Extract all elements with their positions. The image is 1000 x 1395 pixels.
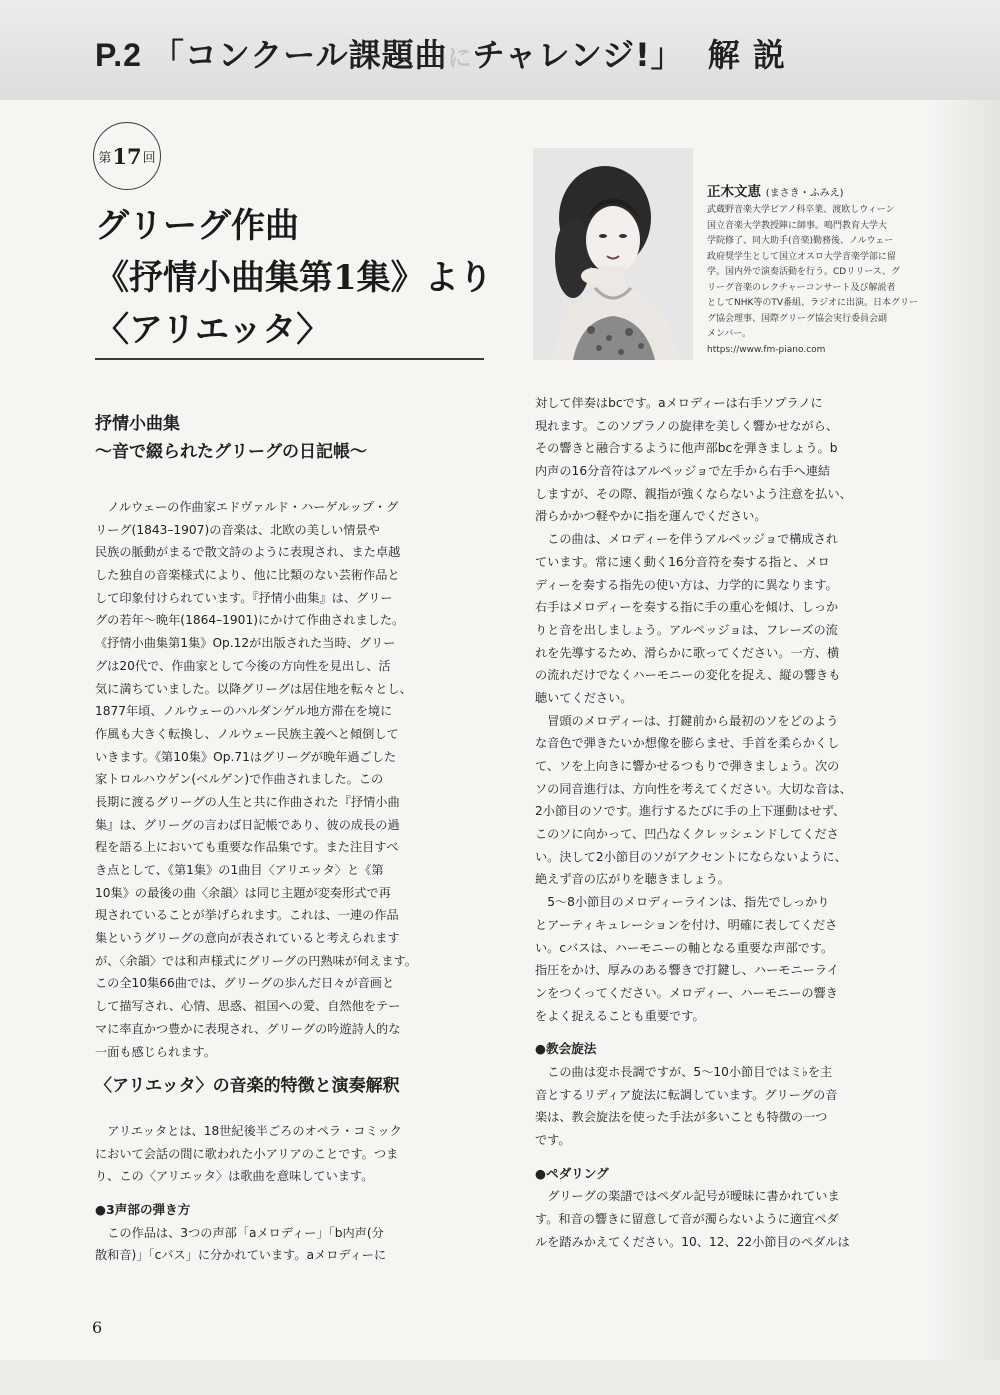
body-line: マに率直かつ豊かに表現され、グリーグの吟遊詩人的な bbox=[95, 1021, 401, 1036]
body-line: 右手はメロディーを奏する指に手の重心を傾け、しっか bbox=[535, 600, 839, 615]
article-title-line1: グリーグ作曲 bbox=[95, 206, 299, 246]
body-line: り、この〈アリエッタ〉は歌曲を意味しています。 bbox=[95, 1169, 374, 1184]
author-portrait-illustration bbox=[533, 148, 693, 360]
body-line: す。和音の響きに留意して音が濁らないように適宜ペダ bbox=[535, 1212, 839, 1227]
body-line: において会話の間に歌われた小アリアのことです。つま bbox=[95, 1146, 399, 1161]
body-line: の流れだけでなくハーモニーの変化を捉え、縦の響きも bbox=[535, 668, 841, 683]
section1-heading-line1: 抒情小曲集 bbox=[95, 414, 180, 434]
body-line: 民族の脈動がまるで散文詩のように表現され、また卓越 bbox=[95, 545, 401, 560]
body-line: ディーを奏する指先の使い方は、力学的に異なります。 bbox=[535, 577, 838, 592]
body-line: ソの同音進行は、方向性を考えてください。大切な音は、 bbox=[535, 781, 852, 796]
paragraph-gap bbox=[535, 1027, 930, 1038]
body-line: いきます。《第10集》Op.71はグリーグが晩年過ごした bbox=[95, 749, 397, 764]
header-title-part-a: 「コンクール課題曲 bbox=[151, 36, 448, 74]
body-line: した独自の音楽様式により、他に比類のない芸術作品と bbox=[95, 568, 400, 583]
author-photo bbox=[533, 148, 693, 360]
author-bio bbox=[707, 203, 939, 358]
body-line: その響きと融合するように他声部bcを弾きましょう。b bbox=[535, 441, 838, 456]
body-line: この曲は、メロディーを伴うアルペッジョで構成され bbox=[547, 532, 838, 547]
body-line: をよく捉えることも重要です。 bbox=[535, 1008, 705, 1023]
body-line: して印象付けられています。『抒情小曲集』は、グリー bbox=[95, 590, 393, 605]
author-bio-line: としてNHK等のTV番組、ラジオに出演。日本グリー bbox=[707, 298, 919, 308]
author-bio-line: 武蔵野音楽大学ピアノ科卒業、渡欧しウィーン bbox=[707, 205, 895, 215]
section2-body bbox=[95, 1120, 487, 1267]
body-line: 現れます。このソプラノの旋律を美しく響かせながら、 bbox=[535, 418, 839, 433]
body-line: 集というグリーグの意向が表されていると考えられます bbox=[95, 931, 400, 946]
author-name-reading: (まさき・ふみえ) bbox=[765, 188, 844, 199]
body-line: 《抒情小曲集第1集》Op.12が出版された当時、グリー bbox=[95, 636, 396, 651]
author-bio-line: メンバー。 bbox=[707, 329, 752, 339]
body-line: りと音を出しましょう。アルペッジョは、フレーズの流 bbox=[535, 622, 838, 637]
body-line: が、〈余韻〉では和声様式にグリーグの円熟味が伺えます。 bbox=[95, 953, 417, 968]
section2-heading: 〈アリエッタ〉の音楽的特徴と演奏解釈 bbox=[95, 1076, 400, 1096]
body-line: とアーティキュレーションを付け、明確に表してくださ bbox=[535, 917, 838, 932]
body-line: 冒頭のメロディーは、打鍵前から最初のソをどのよう bbox=[547, 713, 839, 728]
body-line: 作風も大きく転換し、ノルウェー民族主義へと傾倒して bbox=[95, 726, 399, 741]
author-bio-line: 学院修了、同大助手(音楽)勤務後、ノルウェー bbox=[707, 236, 894, 246]
body-line: 集』は、グリーグの言わば日記帳であり、彼の成長の過 bbox=[95, 817, 400, 832]
issue-badge-suffix: 回 bbox=[142, 150, 156, 166]
subheading-church-modes: ●教会旋法 bbox=[535, 1041, 597, 1057]
body-line: 現されていることが挙げられます。これは、一連の作品 bbox=[95, 908, 399, 923]
body-line: しますが、その際、親指が強くならないよう注意を払い、 bbox=[535, 486, 852, 501]
body-line: 10集》の最後の曲〈余韻〉は同じ主題が変奏形式で再 bbox=[95, 885, 391, 900]
body-line: この曲は変ホ長調ですが、5〜10小節目ではミ♭を主 bbox=[547, 1064, 833, 1079]
body-line: グの若年〜晩年(1864–1901)にかけて作曲されました。 bbox=[95, 613, 405, 628]
body-line: 散和音)」「cバス」に分かれています。aメロディーに bbox=[95, 1248, 387, 1263]
body-line: い。cバスは、ハーモニーの軸となる重要な声部です。 bbox=[535, 940, 834, 955]
body-line: アリエッタとは、18世紀後半ごろのオペラ・コミック bbox=[107, 1124, 402, 1138]
body-line: れを先導するため、滑らかに歌ってください。一方、横 bbox=[535, 645, 840, 660]
body-line: 長期に渡るグリーグの人生と共に作曲された『抒情小曲 bbox=[95, 794, 400, 809]
page-header bbox=[0, 0, 1000, 100]
body-line: 2小節目のソです。進行するたびに手の上下運動はせず、 bbox=[535, 804, 846, 819]
body-line: な音色で弾きたいか想像を膨らませ、手首を柔らかくし bbox=[535, 736, 840, 751]
body-line: い。決して2小節目のソがアクセントにならないように、 bbox=[535, 849, 847, 864]
body-line: 1877年頃、ノルウェーのハルダンゲル地方滞在を境に bbox=[95, 704, 393, 719]
body-line: き点として、《第1集》の1曲目〈アリエッタ〉と《第 bbox=[95, 863, 384, 877]
body-line: グは20代で、作曲家として今後の方向性を見出し、活 bbox=[95, 658, 391, 673]
author-website: https://www.fm-piano.com bbox=[707, 344, 826, 355]
body-line: 対して伴奏はbcです。aメロディーは右手ソプラノに bbox=[535, 396, 823, 410]
author-name bbox=[707, 180, 844, 200]
body-line: 5〜8小節目のメロディーラインは、指先でしっかり bbox=[547, 895, 830, 910]
body-line: 聴いてください。 bbox=[535, 690, 633, 705]
author-bio-line: 政府奨学生として国立オスロ大学音楽学部に留 bbox=[707, 251, 896, 262]
article-title-line3: 〈アリエッタ〉 bbox=[95, 310, 331, 350]
body-line: このソに向かって、凹凸なくクレッシェンドしてくださ bbox=[535, 827, 839, 842]
page-number: 6 bbox=[92, 1318, 103, 1337]
author-bio-line: リーグ音楽のレクチャーコンサート及び解説者 bbox=[707, 282, 896, 293]
author-name-text: 正木文恵 bbox=[707, 184, 761, 200]
body-line: ています。常に速く動く16分音符を奏する指と、メロ bbox=[535, 554, 830, 569]
header-title bbox=[95, 30, 786, 76]
paragraph-gap bbox=[95, 1188, 487, 1199]
body-line: 一面も感じられます。 bbox=[95, 1044, 216, 1059]
page-fold-shadow bbox=[930, 100, 1000, 1395]
body-line: グリーグの楽譜ではペダル記号が曖昧に書かれていま bbox=[547, 1189, 840, 1204]
body-line: 音とするリディア旋法に転調しています。グリーグの音 bbox=[535, 1087, 838, 1102]
section1-body bbox=[95, 496, 487, 1063]
body-line: 指圧をかけ、厚みのある響きで打鍵し、ハーモニーライ bbox=[535, 963, 839, 978]
title-divider bbox=[95, 358, 484, 360]
body-line: ルを踏みかえてください。10、12、22小節目のペダルは bbox=[535, 1234, 850, 1249]
header-page-label: P.2 bbox=[95, 37, 142, 73]
body-line: 家トロルハウゲン(ベルゲン)で作曲されました。この bbox=[95, 772, 384, 787]
paragraph-gap bbox=[535, 1152, 930, 1163]
body-line: して描写され、心情、思惑、祖国への愛、自然他をテー bbox=[95, 999, 401, 1014]
body-line: です。 bbox=[535, 1133, 571, 1147]
body-line: 程を語る上においても重要な作品集です。また注目すべ bbox=[95, 840, 399, 855]
body-line: ンをつくってください。メロディー、ハーモニーの響き bbox=[535, 985, 838, 1000]
body-line: 気に満ちていました。以降グリーグは居住地を転々とし、 bbox=[95, 681, 412, 696]
header-title-ni: に bbox=[447, 44, 473, 72]
header-title-part-b: チャレンジ!」 bbox=[472, 36, 684, 74]
article-title bbox=[95, 200, 493, 356]
article-title-line2: 《抒情小曲集第1集》より bbox=[95, 258, 493, 298]
header-title-part-c: 解 説 bbox=[707, 36, 786, 74]
subheading-pedaling: ●ペダリング bbox=[535, 1165, 609, 1181]
issue-badge-number: 17 bbox=[112, 143, 142, 169]
body-line: 絶えず音の広がりを聴きましょう。 bbox=[535, 872, 730, 887]
bottom-margin bbox=[0, 1360, 1000, 1395]
body-line: この全10集66曲では、グリーグの歩んだ日々が音画と bbox=[95, 976, 395, 991]
body-line: て、ソを上向きに響かせるつもりで弾きましょう。次の bbox=[535, 759, 840, 773]
author-bio-line: 学。国内外で演奏活動を行う。CDリリース、グ bbox=[707, 267, 901, 277]
author-bio-line: 国立音楽大学教授陣に師事。鳴門教育大学大 bbox=[707, 220, 888, 231]
body-line: ノルウェーの作曲家エドヴァルド・ハーゲルップ・グ bbox=[107, 500, 399, 514]
issue-badge-prefix: 第 bbox=[98, 150, 112, 166]
section1-heading-line2: 〜音で綴られたグリーグの日記帳〜 bbox=[95, 442, 367, 462]
body-line: リーグ(1843–1907)の音楽は、北欧の美しい情景や bbox=[95, 522, 380, 537]
right-column-body bbox=[535, 392, 930, 1253]
subheading-three-voices: ●3声部の弾き方 bbox=[95, 1202, 191, 1218]
body-line: 楽は、教会旋法を使った手法が多いことも特徴の一つ bbox=[535, 1110, 828, 1125]
body-line: 内声の16分音符はアルペッジョで左手から右手へ連結 bbox=[535, 464, 831, 479]
issue-badge bbox=[93, 122, 161, 190]
author-bio-line: グ協会理事、国際グリーグ協会実行委員会副 bbox=[707, 313, 888, 324]
section1-heading bbox=[95, 410, 367, 466]
body-line: この作品は、3つの声部「aメロディー」「b内声(分 bbox=[107, 1225, 384, 1240]
body-line: 滑らかかつ軽やかに指を運んでください。 bbox=[535, 509, 767, 524]
